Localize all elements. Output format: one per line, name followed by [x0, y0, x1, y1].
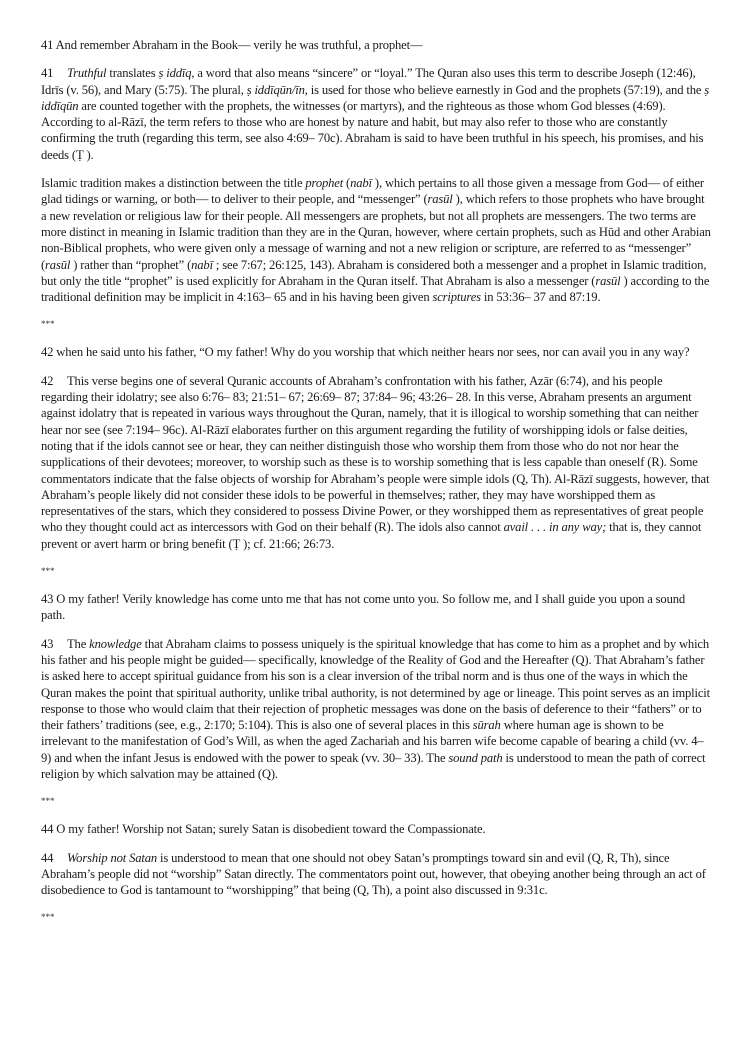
term: ṣ iddīqūn — [41, 82, 710, 113]
text: translates — [106, 66, 159, 81]
paragraph-prophet-messenger — [41, 175, 711, 305]
text: The — [67, 636, 90, 651]
term: Truthful — [67, 66, 107, 81]
document-page — [41, 37, 711, 937]
term: ṣ iddīqūn/īn, — [246, 82, 308, 97]
text: in 53:36– 37 and 87:19. — [480, 290, 601, 305]
term: sound path — [448, 750, 503, 765]
term: sūrah — [472, 718, 501, 733]
commentary-42 — [41, 373, 711, 552]
term: Worship not Satan — [67, 850, 158, 865]
verse-41: 41 And remember Abraham in the Book— verily he was truthful, a prophet— — [41, 38, 423, 52]
term: knowledge — [89, 636, 142, 651]
text: that Abraham claims to possess uniquely is the spiritual knowledge that has come to him as a prophet and by which his father and his people might be guided— specifically, knowledge of the Reality of God and the Hereafter (Q). That Abraham’s father is asked here to accept spiritual guidance from his son is a clear inversion of the tribal norm and is thus one of the ways in which the Quran makes the point that spiritual authority, unlike tribal authority, is not determined by age or lineage. This point serves as an implicit response to those who would claim that their rejection of prophetic messages was done on the basis of deference to their “fathers” or to their fathers’ traditions (see, e.g., 2:170; 5:104). This is also one of several places in this — [41, 636, 710, 733]
commentary-number: 41 — [41, 66, 54, 81]
verse-44: 44 O my father! Worship not Satan; surely Satan is disobedient toward the Compassionate. — [41, 822, 486, 837]
commentary-number: 42 — [41, 373, 54, 388]
text: ) rather than “prophet” ( — [70, 257, 192, 272]
commentary-number: 44 — [41, 850, 54, 865]
term: rasūl — [45, 257, 71, 272]
term: nabī — [350, 176, 372, 191]
verse-43: 43 O my father! Verily knowledge has come unto me that has not come unto you. So follow me, and I shall guide you upon a sound path. — [41, 592, 686, 623]
text: is understood to mean the path of correct religion by which salvation may be attained (Q). — [41, 750, 706, 781]
text: where human age is shown to be irrelevant to the manifestation of God’s Will, as when the aged Zachariah and his barren wife become capable of bearing a child (vv. 4– 9) and when the infant Jesus is endowed with the power to speak (vv. 30– 33). The — [41, 718, 704, 765]
text: ), which pertains to all those given a message from God— of either glad tidings or warning, or both— to deliver to their people, and “messenger” ( — [41, 176, 704, 207]
text: ; see 7:67; 26:125, 143). Abraham is considered both a messenger and a prophet in Islamic tradition, but only the title “prophet” is used explicitly for Abraham in the Quran itself. That Abraham is also a messenger ( — [41, 257, 707, 288]
term: rasūl — [427, 192, 453, 207]
term: ṣ iddīq, — [158, 66, 195, 81]
term: nabī — [191, 257, 213, 272]
commentary-43 — [41, 636, 711, 783]
text: ( — [343, 176, 351, 191]
text: is used for those who believe earnestly in God and the prophets (57:19), and the — [307, 82, 705, 97]
commentary-number: 43 — [41, 636, 54, 651]
text: This verse begins one of several Quranic accounts of Abraham’s confrontation with his father, Azār (6:74), and his people regarding their idolatry; see also 6:76– 83; 21:51– 67; 26:69– 87; 37:84– 96; 43:26– 28. In this verse, Abraham presents an argument against idolatry that is repeated in various ways throughout the Quran, namely, that it is illogical to worship something that can neither hear nor see (see 7:194– 96c). Al-Rāzī elaborates further on this argument regarding the futility of worshipping idols or false deities, noting that if the idols cannot see or hear, they can neither distinguish those who worship them from those who do not nor hear the supplications of their devotees; moreover, to worship such as these is to worship something that is less capable than oneself (R). Some commentators indicate that the false objects of worship for Abraham’s people were simple idols (Q, Th). Al-Rāzī suggests, however, that Abraham’s people likely did not consider these idols to be powerful in themselves; rather, they may have worshipped them as representatives of the stars, which they considered to possess Divine Power, or they worshipped them as representatives of great people who they thought could act as intercessors with God on their behalf (R). The idols also cannot — [41, 373, 710, 535]
section-separator: *** — [41, 319, 55, 330]
section-separator: *** — [41, 796, 55, 807]
text: ), which refers to those prophets who have brought a new revelation or religious law for their people. All messengers are prophets, but not all prophets are messengers. The two terms are more distinct in meaning in Islamic tradition than they are in the Quran, however, where certain prophets, such as Hūd and other Arabian non-Biblical prophets, who were given only a message of warning and not a new religion or scripture, are referred to as “messenger” ( — [41, 192, 711, 272]
text: a word that also means “sincere” or “loyal.” The Quran also uses this term to describe Joseph (12:46), Idrīs (v. 56), and Mary (5:75). The plural, — [41, 66, 696, 97]
text: are counted together with the prophets, the witnesses (or martyrs), and the righteous as those whom God blesses (4:69). According to al-Rāzī, the term refers to those who are honest by nature and habit, but may also refer to those who are constantly confirming the truth (regarding this term, see also 4:69– 70c). Abraham is said to have been truthful in his speech, his promises, and his deeds (Ṭ ). — [41, 98, 704, 162]
section-separator: *** — [41, 566, 55, 577]
section-separator: *** — [41, 912, 55, 923]
text: is understood to mean that one should not obey Satan’s promptings toward sin and evil (Q, R, Th), since Abraham’s people did not “worship” Satan directly. The commentators point out, however, that obeying another being through an act of disobedience to God is tantamount to “worshipping” that being (Q, Th), a point also discussed in 9:31c. — [41, 850, 706, 898]
term: scriptures — [432, 290, 481, 305]
term: rasūl — [595, 273, 621, 288]
text: Islamic tradition makes a distinction between the title — [41, 176, 306, 191]
commentary-44 — [41, 850, 711, 899]
text: that is, they cannot prevent or avert harm or bring benefit (Ṭ ); cf. 21:66; 26:73. — [41, 520, 702, 551]
term: prophet — [305, 176, 344, 191]
commentary-41 — [41, 65, 711, 163]
term: avail . . . in any way; — [503, 520, 607, 535]
text: ) according to the traditional definition may be implicit in 4:163– 65 and in his having been given — [41, 273, 710, 305]
verse-42: 42 when he said unto his father, “O my father! Why do you worship that which neither hears nor sees, nor can avail you in any way? — [41, 345, 690, 360]
